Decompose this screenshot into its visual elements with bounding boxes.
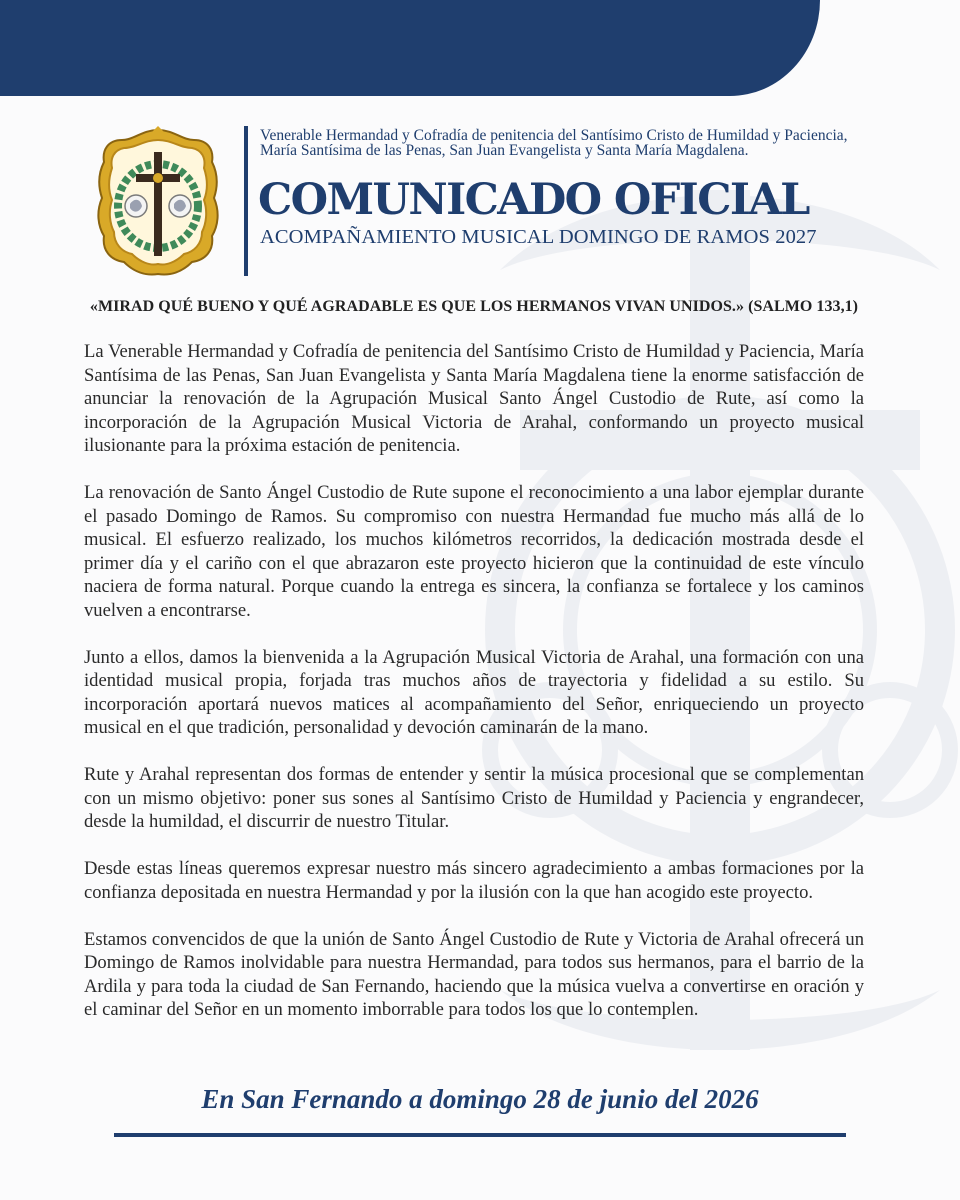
page-subtitle: ACOMPAÑAMIENTO MUSICAL DOMINGO DE RAMOS 2027 bbox=[260, 226, 817, 248]
page-title: COMUNICADO OFICIAL bbox=[258, 175, 809, 225]
paragraph: La Venerable Hermandad y Cofradía de penitencia del Santísimo Cristo de Humildad y Paciencia, María Santísima de las Penas, San Juan Evangelista y Santa María Magdalena tiene la enorme satisfacción de anunciar la renovación de la Agrupación Musical Santo Ángel Custodio de Rute, así como la incorporación de la Agrupación Musical Victoria de Arahal, conformando un proyecto musical ilusionante para la próxima estación de penitencia. bbox=[84, 341, 864, 456]
paragraph: Desde estas líneas queremos expresar nuestro más sincero agradecimiento a ambas formaciones por la confianza depositada en nuestra Hermandad y por la ilusión con la que han acogido este proyecto. bbox=[84, 858, 864, 903]
brotherhood-crest-icon bbox=[96, 126, 220, 278]
communique-body bbox=[84, 298, 864, 1045]
paragraph: Rute y Arahal representan dos formas de entender y sentir la música procesional que se complementan con un mismo objetivo: poner sus sones al Santísimo Cristo de Humildad y Paciencia y engrandecer, desde la humildad, el discurrir de nuestro Titular. bbox=[84, 764, 864, 832]
bottom-divider bbox=[114, 1133, 846, 1137]
header bbox=[96, 124, 876, 280]
date-signoff: En San Fernando a domingo 28 de junio del 2026 bbox=[201, 1084, 759, 1114]
paragraph: La renovación de Santo Ángel Custodio de Rute supone el reconocimiento a una labor ejemplar durante el pasado Domingo de Ramos. Su compromiso con nuestra Hermandad fue mucho más allá de lo musical. El esfuerzo realizado, los muchos kilómetros recorridos, la dedicación mostrada desde el primer día y el cariño con el que abrazaron este proyecto hicieron que la continuidad de este vínculo naciera de forma natural. Porque cuando la entrega es sincera, la confianza se fortalece y los caminos vuelven a encontrarse. bbox=[84, 482, 864, 621]
paragraph: Junto a ellos, damos la bienvenida a la Agrupación Musical Victoria de Arahal, una formación con una identidad musical propia, forjada tras muchos años de trayectoria y fidelidad a su estilo. Su incorporación aportará nuevos matices al acompañamiento del Señor, enriqueciendo un proyecto musical en el que tradición, personalidad y devoción caminarán de la mano. bbox=[84, 646, 864, 738]
organization-name: Venerable Hermandad y Cofradía de penitencia del Santísimo Cristo de Humildad y Paciencia, María Santísima de las Penas, San Juan Evangelista y Santa María Magdalena. bbox=[260, 127, 848, 159]
top-banner bbox=[0, 0, 820, 96]
paragraph: Estamos convencidos de que la unión de Santo Ángel Custodio de Rute y Victoria de Arahal ofrecerá un Domingo de Ramos inolvidable para nuestra Hermandad, para todos sus hermanos, para el barrio de la Ardila y para toda la ciudad de San Fernando, haciendo que la música vuelva a convertirse en oración y el caminar del Señor en un momento imborrable para todos los que lo contemplen. bbox=[84, 928, 864, 1020]
header-divider bbox=[244, 126, 248, 276]
psalm-quote: «MIRAD QUÉ BUENO Y QUÉ AGRADABLE ES QUE LOS HERMANOS VIVAN UNIDOS.» (SALMO 133,1) bbox=[89, 298, 859, 315]
